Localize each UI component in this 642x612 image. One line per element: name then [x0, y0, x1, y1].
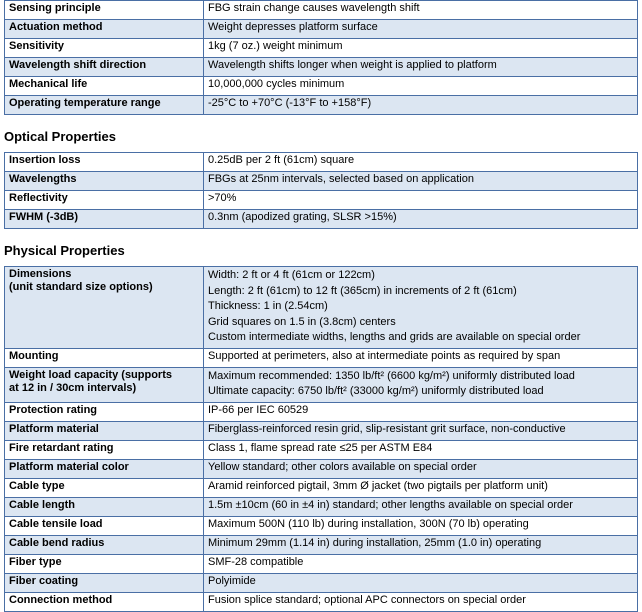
row-label: Mechanical life — [5, 77, 204, 96]
row-label: Fiber type — [5, 554, 204, 573]
row-value: Maximum 500N (110 lb) during installation, 300N (70 lb) operating — [204, 516, 638, 535]
table-row — [5, 535, 638, 554]
row-label: Cable length — [5, 497, 204, 516]
table-row — [5, 20, 638, 39]
general-properties-table — [4, 0, 638, 115]
row-label — [5, 267, 204, 349]
row-label: Operating temperature range — [5, 96, 204, 115]
physical-properties-table — [4, 266, 638, 612]
row-label: Fire retardant rating — [5, 440, 204, 459]
table-row — [5, 478, 638, 497]
row-value: >70% — [204, 191, 638, 210]
physical-properties-heading: Physical Properties — [4, 243, 125, 258]
row-value: 0.3nm (apodized grating, SLSR >15%) — [204, 210, 638, 229]
row-value: 0.25dB per 2 ft (61cm) square — [204, 153, 638, 172]
table-row — [5, 191, 638, 210]
row-value-line: Grid squares on 1.5 in (3.8cm) centers — [208, 315, 396, 328]
table-row — [5, 267, 638, 349]
row-label: Insertion loss — [5, 153, 204, 172]
row-label-main: Dimensions — [9, 268, 72, 280]
row-value: IP-66 per IEC 60529 — [204, 402, 638, 421]
row-label: Fiber coating — [5, 573, 204, 592]
table-row — [5, 39, 638, 58]
row-label: Reflectivity — [5, 191, 204, 210]
row-value: Class 1, flame spread rate ≤25 per ASTM E84 — [204, 440, 638, 459]
table-row — [5, 573, 638, 592]
row-value-line: Maximum recommended: 1350 lb/ft² (6600 kg/m²) uniformly distributed load — [208, 369, 575, 382]
row-label: Platform material — [5, 421, 204, 440]
row-label: Wavelength shift direction — [5, 58, 204, 77]
row-value: Fusion splice standard; optional APC connectors on special order — [204, 592, 638, 611]
spacer — [4, 115, 638, 129]
table-row — [5, 440, 638, 459]
table-row — [5, 348, 638, 367]
row-label: Actuation method — [5, 20, 204, 39]
row-label: Sensitivity — [5, 39, 204, 58]
spacer — [4, 229, 638, 243]
row-value: 10,000,000 cycles minimum — [204, 77, 638, 96]
row-label: FWHM (-3dB) — [5, 210, 204, 229]
row-label: Cable tensile load — [5, 516, 204, 535]
table-row — [5, 516, 638, 535]
row-label: Sensing principle — [5, 1, 204, 20]
row-value: Wavelength shifts longer when weight is applied to platform — [204, 58, 638, 77]
table-row — [5, 402, 638, 421]
row-label: Cable type — [5, 478, 204, 497]
row-value: -25°C to +70°C (-13°F to +158°F) — [204, 96, 638, 115]
spacer — [4, 258, 638, 266]
row-value: Minimum 29mm (1.14 in) during installation, 25mm (1.0 in) operating — [204, 535, 638, 554]
row-label: Mounting — [5, 348, 204, 367]
row-label-sub: at 12 in / 30cm intervals) — [9, 381, 137, 394]
row-label — [5, 367, 204, 402]
row-value: Weight depresses platform surface — [204, 20, 638, 39]
row-label-extra: (supports — [118, 368, 172, 381]
table-row — [5, 554, 638, 573]
row-label-text: Weight load capacity — [9, 368, 119, 381]
table-row — [5, 459, 638, 478]
row-value — [204, 367, 638, 402]
row-value-line: Thickness: 1 in (2.54cm) — [208, 300, 328, 312]
row-value: Fiberglass-reinforced resin grid, slip-resistant grit surface, non-conductive — [204, 421, 638, 440]
row-value-line: Custom intermediate widths, lengths and grids are available on special order — [208, 331, 581, 343]
row-value: Yellow standard; other colors available on special order — [204, 459, 638, 478]
table-row — [5, 210, 638, 229]
row-value: SMF-28 compatible — [204, 554, 638, 573]
row-value-line: Width: 2 ft or 4 ft (61cm or 122cm) — [208, 269, 375, 281]
table-row — [5, 96, 638, 115]
row-label: Cable bend radius — [5, 535, 204, 554]
row-label-sub: (unit standard size options) — [9, 281, 153, 293]
row-value: 1kg (7 oz.) weight minimum — [204, 39, 638, 58]
row-label: Wavelengths — [5, 172, 204, 191]
row-value — [204, 267, 638, 349]
table-row — [5, 592, 638, 611]
table-row — [5, 421, 638, 440]
table-row — [5, 497, 638, 516]
row-label: Connection method — [5, 592, 204, 611]
row-label: Platform material color — [5, 459, 204, 478]
row-value: FBGs at 25nm intervals, selected based on application — [204, 172, 638, 191]
row-value: Polyimide — [204, 573, 638, 592]
row-value: Aramid reinforced pigtail, 3mm Ø jacket (two pigtails per platform unit) — [204, 478, 638, 497]
row-value: 1.5m ±10cm (60 in ±4 in) standard; other lengths available on special order — [204, 497, 638, 516]
row-value-line: Length: 2 ft (61cm) to 12 ft (365cm) in increments of 2 ft (61cm) — [208, 284, 517, 297]
row-value: Supported at perimeters, also at intermediate points as required by span — [204, 348, 638, 367]
row-value: FBG strain change causes wavelength shift — [204, 1, 638, 20]
table-row — [5, 1, 638, 20]
table-row — [5, 367, 638, 402]
row-value-line: Ultimate capacity: 6750 lb/ft² (33000 kg/m²) uniformly distributed load — [208, 385, 544, 397]
row-label: Protection rating — [5, 402, 204, 421]
table-row — [5, 172, 638, 191]
optical-properties-table — [4, 152, 638, 229]
optical-properties-heading: Optical Properties — [4, 129, 116, 144]
spacer — [4, 144, 638, 152]
row-label-main — [9, 369, 199, 382]
table-row — [5, 77, 638, 96]
table-row — [5, 153, 638, 172]
table-row — [5, 58, 638, 77]
